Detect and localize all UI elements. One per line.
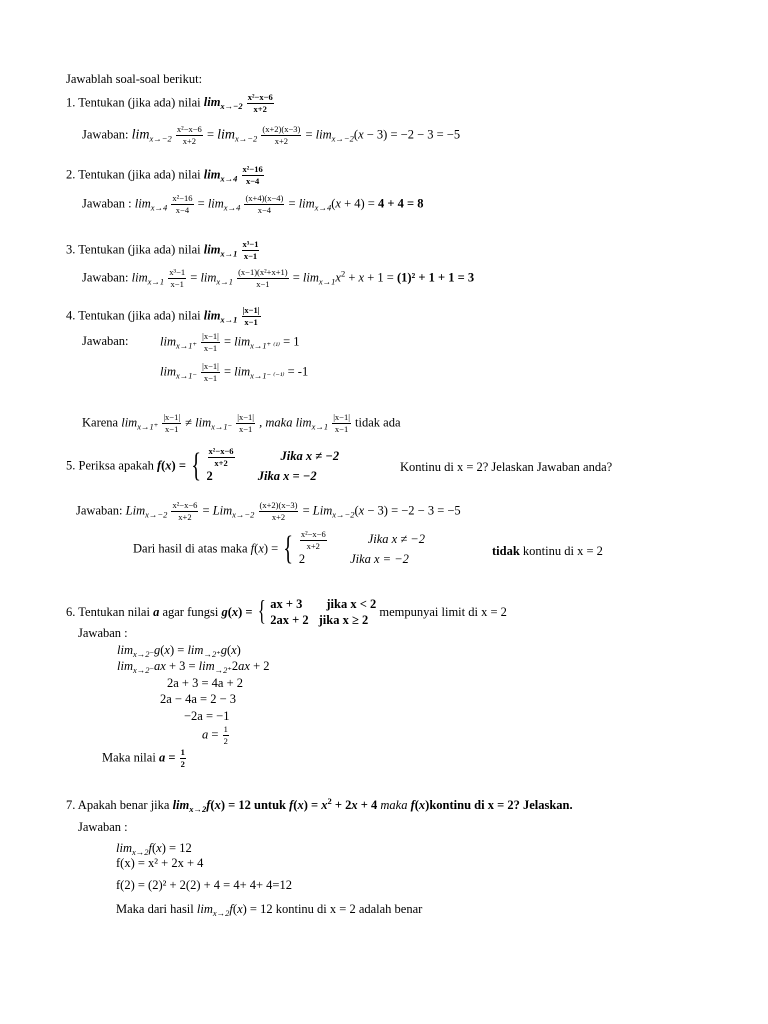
- question-1: [66, 93, 275, 114]
- answer-2: Jawaban : $\lim_{x\to 4}$ $\frac{\text{x²−16}}{x-4}$ = $\lim_{x\to 4}$ $\frac{(x+4)(x-4)}{x-4}$ = $\lim_{x\to 4}(x + 4) = 4 + 4 = 8$: [82, 193, 424, 215]
- answer-6-final: Maka nilai a = $\frac{1}{2}$: [102, 747, 185, 769]
- answer-1-result: = −2 − 3 = −5: [390, 127, 461, 142]
- answer-6-step5: a = $\frac{1}{2}$: [202, 724, 228, 746]
- answer-1-label: Jawaban:: [82, 127, 129, 142]
- question-5-prompt: 5. Periksa apakah: [66, 458, 154, 473]
- answer-5: Jawaban: Lim$_{x\to-2}$ $\frac{\text{x²−x−6}}{x+2}$ = Lim$_{x\to-2}$ $\frac{(x+2)(x-3)}{x+2}$ = Lim$_{x\to-2}$(x − 3) = −2 − 3 = −5: [76, 500, 461, 522]
- question-5: 5. Periksa apakah f(x) = { $\frac{\text{x²−x−6}}{x+2}$ Jika x ≠ −2 2 Jika x = −2: [66, 446, 340, 484]
- answer-5-verdict: tidak kontinu di x = 2: [492, 544, 603, 558]
- answer-6-step4: −2a = −1: [184, 709, 230, 723]
- question-1-prompt: 1. Tentukan (jika ada) nilai: [66, 95, 201, 110]
- answer-6-step0: $\lim_{x\to 2^-}g(x) = \lim_{\to 2^+}g(x)$: [117, 643, 241, 659]
- question-4-prompt: 4. Tentukan (jika ada) nilai: [66, 308, 201, 323]
- question-6: 6. Tentukan nilai a agar fungsi g(x) = { ax + 3 jika x < 2 2ax + 2 jika x ≥ 2 mempunyai limit di x = 2: [66, 596, 507, 628]
- answer-6-step3: 2a − 4a = 2 − 3: [160, 692, 236, 706]
- question-2-prompt: 2. Tentukan (jika ada) nilai: [66, 167, 201, 182]
- answer-1: Jawaban: $\lim_{x\to-2}$ $\frac{\text{x²−x−6}}{x+2}$ = $\lim_{x\to-2}$ $\frac{(x+2)(x-3)}{x+2}$ = $\lim_{x\to-2}(x - 3) = -2 - 3 = -5$: [82, 124, 461, 146]
- answer-6-label: Jawaban :: [78, 626, 128, 640]
- question-5-question: Kontinu di x = 2? Jelaskan Jawaban anda?: [400, 460, 613, 474]
- answer-7-label: Jawaban :: [78, 820, 128, 834]
- answer-3-label: Jawaban:: [82, 270, 129, 285]
- answer-6-step1: $\lim_{x\to 2^-}ax + 3 = \lim_{\to 2^+}2ax + 2$: [117, 659, 270, 675]
- answer-4-line1: $\lim_{x\to 1^+}$ $\frac{|x-1|}{x-1}$ = $\lim_{x\to 1^+ ^{(1)}} = 1$: [160, 331, 300, 353]
- answer-4-conclusion: Karena $\lim_{x\to 1^+}$ $\frac{|x-1|}{x-1}$ ≠ $\lim_{x\to 1^-}$ $\frac{|x-1|}{x-1}$ , maka $\lim_{x\to 1}$ $\frac{|x-1|}{x-1}$ tidak ada: [82, 412, 401, 434]
- answer-5-conclusion: Dari hasil di atas maka f(x) = { $\frac{\text{x²−x−6}}{x+2}$ Jika x ≠ −2 2 Jika x = −2: [133, 529, 425, 567]
- answer-7-step3: f(2) = (2)² + 2(2) + 4 = 4+ 4+ 4=12: [116, 878, 292, 892]
- question-3: 3. Tentukan (jika ada) nilai $\lim_{x\to 1}$ $\frac{\text{x³−1}}{x-1}$: [66, 239, 259, 261]
- answer-3-result: (1)² + 1 + 1 = 3: [396, 270, 475, 285]
- question-7: 7. Apakah benar jika $\lim_{x\to 2}f(x) = 12$ untuk $f(x) = x^2 + 2x + 4$ maka f(x)kontinu di x = 2? Jelaskan.: [66, 796, 573, 814]
- question-4: 4. Tentukan (jika ada) nilai $\lim_{x\to 1}$ $\frac{|x-1|}{x-1}$: [66, 305, 260, 327]
- answer-2-label: Jawaban :: [82, 196, 132, 211]
- intro-text: Jawablah soal-soal berikut:: [66, 72, 203, 86]
- answer-2-result: 4 + 4 = 8: [377, 196, 424, 211]
- question-1-fraction: $\frac{\text{x²−x−6}}{x+2}$: [247, 92, 273, 114]
- answer-7-step2: f(x) = x² + 2x + 4: [116, 856, 204, 870]
- question-3-prompt: 3. Tentukan (jika ada) nilai: [66, 242, 201, 257]
- question-2: 2. Tentukan (jika ada) nilai $\lim_{x\to 4}$ $\frac{\text{x²−16}}{x-4}$: [66, 164, 263, 186]
- answer-4-line2: $\lim_{x\to 1^-}$ $\frac{|x-1|}{x-1}$ = $\lim_{x\to 1^- ^{(-1)}} = -1$: [160, 361, 309, 383]
- answer-4-label: Jawaban:: [82, 334, 129, 348]
- answer-6-step2: 2a + 3 = 4a + 2: [167, 676, 243, 690]
- question-1-limit: $\lim_{x\to-2}$: [203, 95, 243, 112]
- answer-3: Jawaban: $\lim_{x\to 1}$ $\frac{\text{x³−1}}{x-1}$ = $\lim_{x\to 1}$ $\frac{\text{(x−1)(x²+x+1)}}{x-1}$ = $\lim_{x\to 1}x^2 + x + 1 = (1)^2 + 1 + 1 = 3$: [82, 267, 475, 289]
- answer-7-conclusion: Maka dari hasil $\lim_{x\to 2}f(x) = 12$ kontinu di x = 2 adalah benar: [116, 902, 423, 918]
- answer-7-step1: $\lim_{x\to 2}f(x) = 12$: [116, 841, 192, 857]
- answer-5-label: Jawaban:: [76, 503, 123, 518]
